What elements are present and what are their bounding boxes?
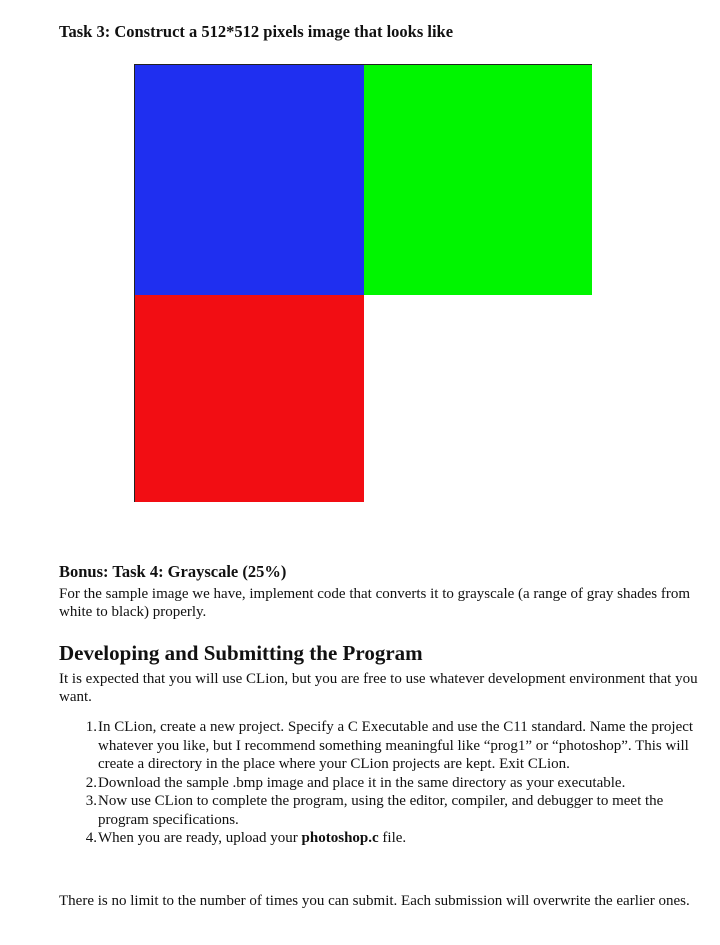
task3-heading: Task 3: Construct a 512*512 pixels image that looks like <box>59 22 454 41</box>
step-text-before: When you are ready, upload your <box>98 830 302 846</box>
list-item <box>59 792 709 829</box>
steps-list <box>59 718 709 848</box>
step-text: Now use CLion to complete the program, using the editor, compiler, and debugger to meet the program specifications. <box>98 793 664 828</box>
bonus-task4-description: For the sample image we have, implement code that converts it to grayscale (a range of gray shades from white to black) properly. <box>59 586 691 620</box>
step-text: In CLion, create a new project. Specify a C Executable and use the C11 standard. Name the project whatever you like, but I recommend something meaningful like “prog1” or “photoshop”. This will create a directory in the place where your CLion projects are kept. Exit CLion. <box>98 719 694 772</box>
step-number: 2. <box>85 774 97 791</box>
step-text <box>98 829 709 848</box>
white-quadrant <box>364 295 592 502</box>
blue-quadrant <box>135 65 364 295</box>
red-quadrant <box>135 295 364 502</box>
step-number: 1. <box>85 719 97 735</box>
four-color-quadrant-image <box>134 64 592 502</box>
step-number: 4. <box>85 830 97 846</box>
developing-section-heading: Developing and Submitting the Program <box>59 641 423 665</box>
list-item <box>59 774 709 793</box>
filename-bold: photoshop.c <box>301 830 379 846</box>
step-text: Download the sample .bmp image and place it in the same directory as your executable. <box>98 774 626 791</box>
list-item <box>59 718 709 774</box>
list-item <box>59 829 709 848</box>
step-text-after: file. <box>378 830 407 846</box>
step-number: 3. <box>85 793 97 809</box>
developing-intro: It is expected that you will use CLion, but you are free to use whatever development environment that you want. <box>59 671 698 705</box>
submission-note: There is no limit to the number of times you can submit. Each submission will overwrite the earlier ones. <box>59 893 690 909</box>
green-quadrant <box>364 65 592 295</box>
bonus-task4-heading: Bonus: Task 4: Grayscale (25%) <box>59 562 287 581</box>
